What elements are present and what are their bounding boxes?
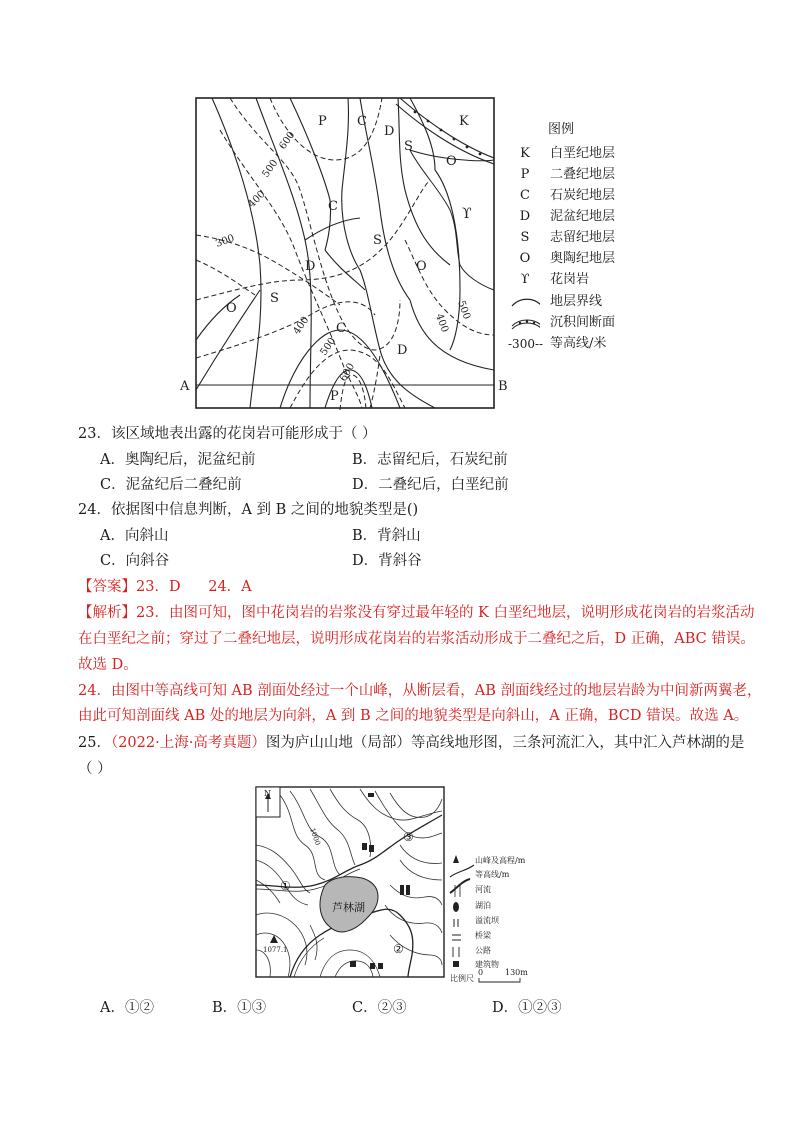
answer-text: 23．D 24．A [136, 579, 252, 595]
analysis-tag: 【解析】 [78, 605, 136, 621]
contour-line-icon: -300-- [508, 337, 544, 351]
lake-label: 芦林湖 [332, 901, 365, 914]
scale-value: 130m [505, 968, 528, 977]
legend-label: 二叠纪地层 [550, 167, 616, 182]
river-marker-2[interactable]: ② [393, 942, 404, 956]
contour-value: 400 [433, 312, 451, 334]
legend-label: 等高线/米 [550, 336, 607, 351]
q23-stem: 23．该区域地表出露的花岗岩可能形成于（ ） [78, 426, 377, 442]
legend-label: 地层界线 [550, 294, 603, 309]
lushan-map-svg [250, 785, 570, 985]
contour-value: 400 [291, 314, 312, 337]
geologic-legend [510, 122, 660, 358]
scale-label: 比例尺 [450, 974, 474, 983]
boundary-line-icon [510, 294, 540, 310]
contour-value: 400 [246, 188, 268, 211]
river-marker-1[interactable]: ① [280, 879, 291, 893]
legend-label: 白垩纪地层 [550, 146, 616, 161]
q25-number: 25． [78, 735, 111, 751]
analysis-line-2: 在白垩纪之前；穿过了二叠纪地层，说明形成花岗岩的岩浆活动形成于二叠纪之后，D 正确，ABC 错误。 [78, 631, 755, 647]
legend-label: 山峰及高程/m [475, 856, 526, 865]
legend-symbol: S [520, 230, 530, 245]
lushan-map [250, 785, 570, 985]
legend-symbol: O [519, 251, 531, 266]
contour-value: 500 [260, 157, 281, 180]
legend-label: 石炭纪地层 [550, 188, 616, 203]
legend-label: 花岗岩 [550, 272, 590, 287]
q23-option-a[interactable]: A．奥陶纪后，泥盆纪前 [100, 452, 256, 468]
scale-zero: 0 [478, 968, 484, 977]
contour-value: 500 [318, 335, 339, 358]
q24-option-b[interactable]: B．背斜山 [352, 528, 421, 544]
legend-symbol: D [519, 209, 531, 224]
analysis-text: 23．由图可知，图中花岗岩的岩浆没有穿过最年轻的 K 白垩纪地层，说明形成花岗岩的岩浆活动 [136, 605, 755, 621]
scale-bar [479, 978, 520, 982]
legend-label: 奥陶纪地层 [550, 251, 616, 266]
stratum-label: P [330, 389, 339, 404]
q23-option-c[interactable]: C．泥盆纪后二叠纪前 [100, 477, 242, 493]
q24-option-a[interactable]: A．向斜山 [100, 528, 169, 544]
stratum-label: D [397, 343, 408, 358]
unconformity-icon [510, 315, 540, 331]
legend-label: 溢流坝 [475, 916, 499, 925]
legend-label: 公路 [475, 946, 491, 955]
contour-value: 300 [214, 232, 236, 250]
analysis-line-1 [78, 603, 755, 623]
point-a-label: A [180, 379, 190, 394]
stratum-label: S [373, 233, 382, 248]
geologic-map [160, 90, 520, 415]
stratum-label: C [336, 321, 346, 336]
q23-option-b[interactable]: B．志留纪后，石炭纪前 [352, 452, 508, 468]
bridge-icon [452, 935, 461, 940]
q25-option-a[interactable]: A．①② [100, 1000, 154, 1016]
stratum-label: D [305, 259, 316, 274]
q25-source: （2022·上海·高考真题） [110, 735, 266, 751]
stratum-label: C [357, 114, 367, 129]
lake-oval-icon [453, 902, 459, 912]
dam-icon [454, 919, 458, 927]
q25-stem [78, 733, 744, 753]
analysis-line-5: 由此可知剖面线 AB 处的地层为向斜，A 到 B 之间的地貌类型是向斜山，A 正确，BCD 错误。故选 A。 [78, 708, 749, 724]
legend-label: 等高线/m [475, 870, 510, 879]
peak-elevation: 1077.1 [263, 946, 288, 954]
q25-stem-text: 图为庐山山地（局部）等高线地形图，三条河流汇入，其中汇入芦林湖的是 [265, 735, 745, 751]
legend-label: 建筑物 [475, 960, 499, 969]
stratum-label: O [416, 259, 427, 274]
legend-label: 桥梁 [475, 931, 491, 940]
stratum-label: K [459, 114, 469, 129]
stratum-label: O [446, 154, 457, 169]
contour-value: 600 [338, 361, 358, 384]
legend-symbol: K [520, 146, 530, 161]
stratum-label: C [328, 199, 338, 214]
stratum-label: D [384, 124, 395, 139]
q23-option-d[interactable]: D．二叠纪后，白垩纪前 [352, 477, 509, 493]
legend-label: 泥盆纪地层 [550, 209, 616, 224]
stratum-label: O [226, 301, 237, 316]
q24-option-d[interactable]: D．背斜谷 [352, 553, 422, 569]
stratum-label: P [318, 114, 327, 129]
contour-line-icon [450, 865, 474, 877]
river-marker-3[interactable]: ③ [403, 830, 414, 844]
legend-label: 湖泊 [475, 901, 491, 910]
legend-label: 河流 [475, 885, 491, 894]
analysis-line-4: 24．由图中等高线可知 AB 剖面处经过一个山峰，从断层看，AB 剖面线经过的地层岩龄为中间新两翼老， [78, 683, 762, 699]
contour-value: 1000 [308, 826, 322, 847]
north-arrow-icon: N [264, 789, 271, 798]
point-b-label: B [498, 379, 508, 394]
q25-option-b[interactable]: B．①③ [212, 1000, 267, 1016]
answer-line [78, 577, 252, 597]
stratum-label: S [270, 291, 279, 306]
q25-option-c[interactable]: C．②③ [352, 1000, 407, 1016]
stratum-label: S [404, 139, 413, 154]
legend-symbol: C [520, 188, 530, 203]
legend-title: 图例 [548, 122, 575, 137]
legend-symbol: P [520, 167, 530, 182]
q25-paren: （ ） [78, 761, 112, 777]
legend-label: 沉积间断面 [550, 315, 616, 330]
q24-option-c[interactable]: C．向斜谷 [100, 553, 170, 569]
granite-icon: ϒ [462, 206, 472, 222]
analysis-line-3: 故选 D。 [78, 657, 138, 673]
granite-icon: ϒ [520, 272, 530, 287]
contour-value: 600 [277, 129, 298, 152]
geologic-map-svg [160, 90, 520, 415]
road-icon [453, 947, 459, 957]
q24-stem: 24．依据图中信息判断，A 到 B 之间的地貌类型是() [78, 502, 419, 518]
q25-option-d[interactable]: D．①②③ [492, 1000, 562, 1016]
peak-triangle-icon [453, 855, 459, 863]
contour-value: 500 [455, 299, 473, 321]
building-icon [453, 961, 459, 967]
answer-tag: 【答案】 [78, 579, 136, 595]
legend-label: 志留纪地层 [550, 230, 616, 245]
